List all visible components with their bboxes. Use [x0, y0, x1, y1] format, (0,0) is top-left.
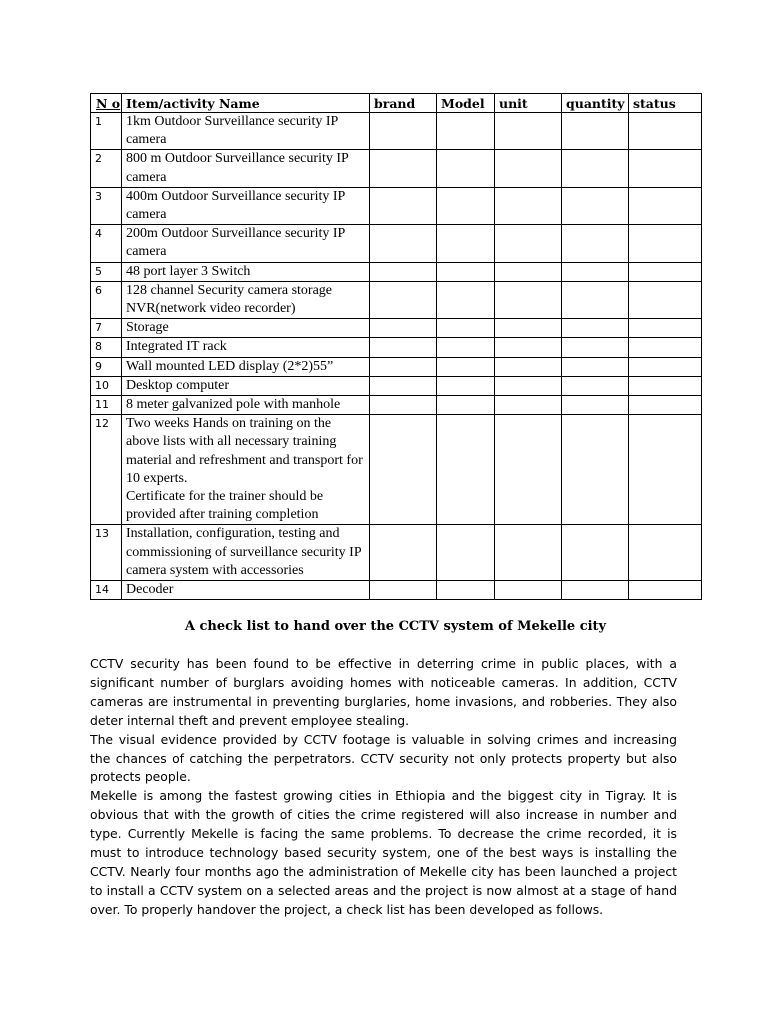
- cell-item-name: Integrated IT rack: [122, 338, 370, 357]
- cell-quantity: [562, 187, 629, 224]
- cell-no: 3: [91, 187, 122, 224]
- cell-unit: [495, 581, 562, 600]
- cell-item-name: Desktop computer: [122, 376, 370, 395]
- cell-brand: [370, 225, 437, 262]
- cell-quantity: [562, 357, 629, 376]
- cell-model: [437, 396, 495, 415]
- cell-unit: [495, 262, 562, 281]
- cell-model: [437, 357, 495, 376]
- cell-model: [437, 187, 495, 224]
- cell-quantity: [562, 376, 629, 395]
- cell-brand: [370, 187, 437, 224]
- cell-quantity: [562, 225, 629, 262]
- cell-quantity: [562, 281, 629, 318]
- checklist-table: [90, 93, 702, 600]
- table-body: [91, 113, 702, 600]
- cell-no: 8: [91, 338, 122, 357]
- cell-no: 10: [91, 376, 122, 395]
- cell-item-name: Installation, configuration, testing and commissioning of surveillance security IP camera system with accessories: [122, 525, 370, 581]
- cell-unit: [495, 338, 562, 357]
- table-row: [91, 187, 702, 224]
- header-brand: brand: [370, 94, 437, 113]
- cell-unit: [495, 281, 562, 318]
- cell-no: 14: [91, 581, 122, 600]
- cell-quantity: [562, 525, 629, 581]
- cell-status: [629, 319, 702, 338]
- cell-item-name: 8 meter galvanized pole with manhole: [122, 396, 370, 415]
- header-unit: unit: [495, 94, 562, 113]
- header-status: status: [629, 94, 702, 113]
- cell-brand: [370, 581, 437, 600]
- cell-item-name: 128 channel Security camera storage NVR(network video recorder): [122, 281, 370, 318]
- cell-quantity: [562, 262, 629, 281]
- cell-no: 13: [91, 525, 122, 581]
- cell-quantity: [562, 113, 629, 150]
- header-no: N o: [91, 94, 122, 113]
- cell-no: 7: [91, 319, 122, 338]
- cell-model: [437, 319, 495, 338]
- cell-no: 2: [91, 150, 122, 187]
- table-row: [91, 281, 702, 318]
- cell-quantity: [562, 150, 629, 187]
- cell-item-name: Storage: [122, 319, 370, 338]
- cell-unit: [495, 150, 562, 187]
- table-row: [91, 225, 702, 262]
- cell-brand: [370, 525, 437, 581]
- cell-model: [437, 581, 495, 600]
- cell-no: 9: [91, 357, 122, 376]
- cell-brand: [370, 113, 437, 150]
- cell-unit: [495, 415, 562, 525]
- cell-quantity: [562, 415, 629, 525]
- paragraph: Mekelle is among the fastest growing cities in Ethiopia and the biggest city in Tigray. It is obvious that with the growth of cities the crime registered will also increase in number and type. Currently Mekelle is facing the same problems. To decrease the crime recorded, it is must to introduce technology based security system, one of the best ways is installing the CCTV. Nearly four months ago the administration of Mekelle city has been launched a project to install a CCTV system on a selected areas and the project is now almost at a stage of hand over. To properly handover the project, a check list has been developed as follows.: [90, 788, 677, 917]
- cell-item-name: Two weeks Hands on training on the above lists with all necessary training material and refreshment and transport for 10 experts. Certificate for the trainer should be provided after training completion: [122, 415, 370, 525]
- cell-no: 11: [91, 396, 122, 415]
- cell-brand: [370, 338, 437, 357]
- cell-brand: [370, 281, 437, 318]
- cell-brand: [370, 357, 437, 376]
- cell-model: [437, 113, 495, 150]
- cell-status: [629, 376, 702, 395]
- cell-brand: [370, 319, 437, 338]
- cell-unit: [495, 113, 562, 150]
- cell-brand: [370, 376, 437, 395]
- cell-model: [437, 525, 495, 581]
- table-row: [91, 581, 702, 600]
- cell-unit: [495, 319, 562, 338]
- cell-no: 4: [91, 225, 122, 262]
- table-row: [91, 113, 702, 150]
- cell-unit: [495, 225, 562, 262]
- cell-no: 5: [91, 262, 122, 281]
- cell-status: [629, 415, 702, 525]
- intro-text: [90, 655, 677, 920]
- cell-unit: [495, 357, 562, 376]
- cell-status: [629, 225, 702, 262]
- cell-status: [629, 262, 702, 281]
- cell-status: [629, 150, 702, 187]
- cell-item-name: 1km Outdoor Surveillance security IP camera: [122, 113, 370, 150]
- cell-model: [437, 225, 495, 262]
- cell-model: [437, 338, 495, 357]
- header-model: Model: [437, 94, 495, 113]
- paragraph: The visual evidence provided by CCTV footage is valuable in solving crimes and increasing the chances of catching the perpetrators. CCTV security not only protects property but also protects people.: [90, 731, 677, 785]
- cell-model: [437, 150, 495, 187]
- cell-quantity: [562, 581, 629, 600]
- paragraph: CCTV security has been found to be effective in deterring crime in public places, with a significant number of burglars avoiding homes with noticeable cameras. In addition, CCTV cameras are instrumental in preventing burglaries, home invasions, and robberies. They also deter internal theft and prevent employee stealing.: [90, 656, 677, 728]
- table-row: [91, 396, 702, 415]
- cell-status: [629, 338, 702, 357]
- table-caption: A check list to hand over the CCTV system of Mekelle city: [184, 619, 607, 634]
- cell-unit: [495, 376, 562, 395]
- cell-model: [437, 281, 495, 318]
- cell-quantity: [562, 338, 629, 357]
- cell-status: [629, 113, 702, 150]
- cell-status: [629, 581, 702, 600]
- table-row: [91, 338, 702, 357]
- cell-item-name: 800 m Outdoor Surveillance security IP camera: [122, 150, 370, 187]
- cell-unit: [495, 396, 562, 415]
- cell-status: [629, 281, 702, 318]
- cell-item-name: 400m Outdoor Surveillance security IP camera: [122, 187, 370, 224]
- cell-status: [629, 396, 702, 415]
- table-row: [91, 376, 702, 395]
- cell-no: 12: [91, 415, 122, 525]
- cell-model: [437, 376, 495, 395]
- cell-status: [629, 525, 702, 581]
- cell-quantity: [562, 396, 629, 415]
- cell-model: [437, 415, 495, 525]
- cell-brand: [370, 150, 437, 187]
- cell-item-name: Wall mounted LED display (2*2)55”: [122, 357, 370, 376]
- cell-status: [629, 357, 702, 376]
- table-row: [91, 415, 702, 525]
- cell-model: [437, 262, 495, 281]
- table-row: [91, 150, 702, 187]
- table-row: [91, 262, 702, 281]
- cell-brand: [370, 396, 437, 415]
- header-quantity: quantity: [562, 94, 629, 113]
- cell-item-name: 48 port layer 3 Switch: [122, 262, 370, 281]
- cell-status: [629, 187, 702, 224]
- cell-quantity: [562, 319, 629, 338]
- cell-no: 6: [91, 281, 122, 318]
- cell-brand: [370, 262, 437, 281]
- cell-unit: [495, 525, 562, 581]
- table-row: [91, 525, 702, 581]
- cell-item-name: 200m Outdoor Surveillance security IP camera: [122, 225, 370, 262]
- table-header-row: [91, 94, 702, 113]
- header-item-name: Item/activity Name: [122, 94, 370, 113]
- cell-no: 1: [91, 113, 122, 150]
- cell-unit: [495, 187, 562, 224]
- cell-item-name: Decoder: [122, 581, 370, 600]
- table-row: [91, 357, 702, 376]
- table-row: [91, 319, 702, 338]
- cell-brand: [370, 415, 437, 525]
